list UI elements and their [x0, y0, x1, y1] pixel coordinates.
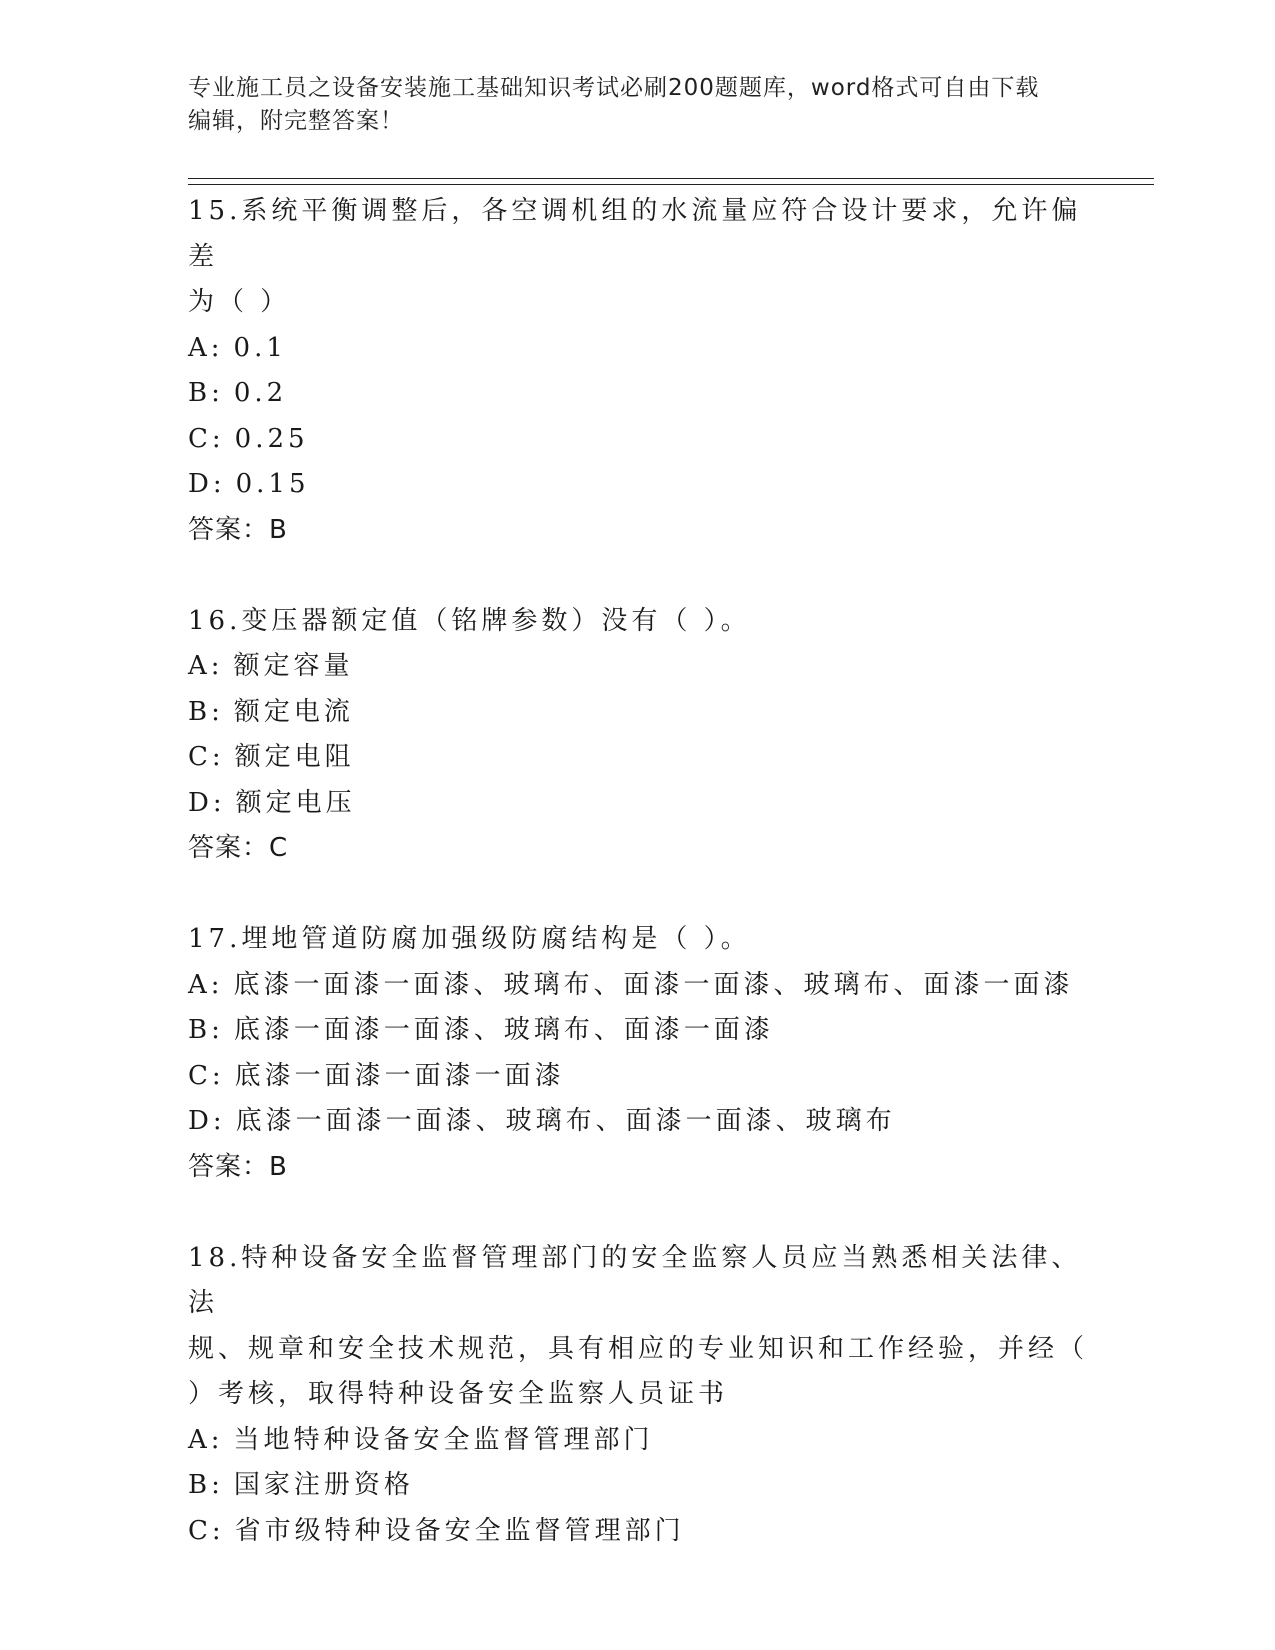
option-text: 底漆一面漆一面漆、玻璃布、面漆一面漆、玻璃布	[235, 1106, 896, 1136]
option-text: 0.25	[234, 423, 309, 454]
option-text: 额定电压	[235, 787, 356, 818]
option-c	[188, 1054, 1088, 1100]
option-text: 底漆一面漆一面漆一面漆	[234, 1060, 565, 1091]
document-header	[188, 72, 1088, 138]
option-letter: D:	[188, 469, 226, 499]
header-rule-top	[188, 178, 1154, 179]
question-16	[188, 599, 1088, 872]
question-stem-line: 17.埋地管道防腐加强级防腐结构是（ ）。	[188, 924, 751, 954]
option-text: 0.15	[235, 469, 310, 499]
option-text: 额定电阻	[234, 742, 355, 772]
option-a	[188, 1418, 1088, 1464]
question-spacer	[188, 1190, 1088, 1236]
question-15	[188, 189, 1088, 553]
option-d	[188, 781, 1088, 827]
option-b	[188, 690, 1088, 736]
option-letter: B:	[188, 696, 224, 727]
option-text: 底漆一面漆一面漆、玻璃布、面漆一面漆	[233, 1015, 774, 1045]
option-letter: C:	[188, 1515, 225, 1546]
option-b	[188, 1008, 1088, 1054]
question-stem-line: 18.特种设备安全监督管理部门的安全监察人员应当熟悉相关法律、法	[188, 1242, 1082, 1318]
option-text: 额定电流	[233, 696, 354, 727]
option-a	[188, 644, 1088, 690]
question-list	[188, 189, 1088, 1554]
answer-line: 答案：B	[188, 514, 288, 545]
option-letter: B:	[188, 1470, 224, 1500]
option-text: 底漆一面漆一面漆、玻璃布、面漆一面漆、玻璃布、面漆一面漆	[233, 969, 1074, 1000]
option-letter: C:	[188, 423, 225, 454]
option-letter: A:	[188, 1424, 224, 1455]
option-letter: C:	[188, 742, 225, 772]
option-letter: B:	[188, 378, 224, 408]
option-text: 额定容量	[233, 651, 354, 681]
option-d	[188, 1099, 1088, 1145]
option-b	[188, 371, 1088, 417]
question-stem-line: 15.系统平衡调整后，各空调机组的水流量应符合设计要求，允许偏差	[188, 196, 1082, 272]
option-a	[188, 326, 1088, 372]
option-c	[188, 735, 1088, 781]
option-c	[188, 1509, 1088, 1555]
question-spacer	[188, 872, 1088, 918]
option-c	[188, 417, 1088, 463]
question-spacer	[188, 553, 1088, 599]
question-17	[188, 917, 1088, 1190]
option-letter: B:	[188, 1015, 224, 1045]
header-line-1: 专业施工员之设备安装施工基础知识考试必刷200题题库，word格式可自由下载	[188, 75, 1040, 101]
option-d	[188, 462, 1088, 508]
header-line-2: 编辑，附完整答案！	[188, 108, 404, 134]
header-rule-bottom	[188, 184, 1154, 185]
question-stem-line: ）考核，取得特种设备安全监察人员证书	[188, 1379, 729, 1409]
question-stem-line: 规、规章和安全技术规范，具有相应的专业知识和工作经验，并经（	[188, 1333, 1089, 1364]
question-stem-line: 16.变压器额定值（铭牌参数）没有（ ）。	[188, 605, 751, 636]
option-letter: D:	[188, 1106, 226, 1136]
option-letter: A:	[188, 332, 224, 363]
option-letter: D:	[188, 787, 226, 818]
option-letter: A:	[188, 651, 224, 681]
question-stem-line: 为（ ）	[188, 287, 291, 317]
option-letter: C:	[188, 1060, 225, 1091]
question-18	[188, 1236, 1088, 1555]
option-a	[188, 963, 1088, 1009]
option-text: 0.1	[233, 332, 287, 363]
option-text: 国家注册资格	[233, 1470, 414, 1500]
answer-line: 答案：C	[188, 833, 289, 863]
option-text: 当地特种设备安全监督管理部门	[233, 1424, 654, 1455]
answer-line: 答案：B	[188, 1151, 288, 1182]
option-text: 0.2	[233, 378, 288, 408]
option-text: 省市级特种设备安全监督管理部门	[234, 1515, 685, 1546]
option-letter: A:	[188, 969, 224, 1000]
option-b	[188, 1463, 1088, 1509]
